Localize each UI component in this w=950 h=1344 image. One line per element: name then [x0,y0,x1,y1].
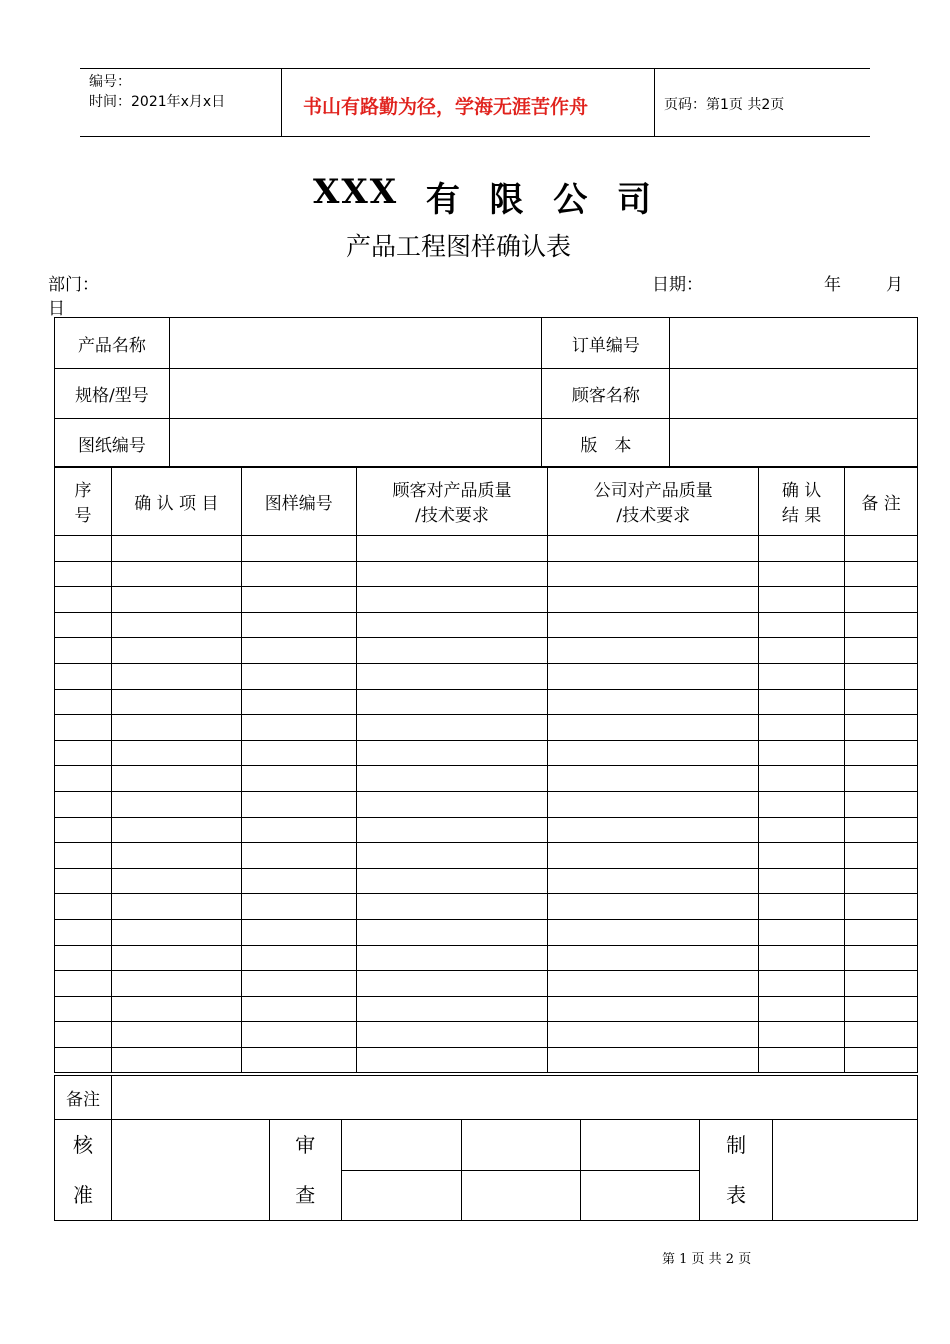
approve-label [55,1120,112,1221]
form-title: 产品工程图样确认表 [346,232,572,261]
table-row [55,1047,918,1073]
table-cell[interactable] [759,715,845,741]
table-cell[interactable] [759,689,845,715]
header-top-rule [80,68,870,69]
table-cell[interactable] [759,919,845,945]
table-cell[interactable] [111,971,241,997]
table-cell[interactable] [111,663,241,689]
table-cell[interactable] [111,587,241,613]
col-header-customer-req-line1: 顾客对产品质量 [392,481,512,501]
table-row [55,663,918,689]
table-cell[interactable] [55,663,112,689]
table-cell[interactable] [759,843,845,869]
col-header-company-req-line2: /技术要求 [616,506,691,526]
approve-signature-field[interactable] [111,1120,269,1221]
maker-signature-field[interactable] [773,1120,918,1221]
table-row [55,561,918,587]
col-header-result-line1: 确 认 [781,481,822,501]
table-cell[interactable] [55,1022,112,1048]
document-time-label: 时间：2021年x月x日 [89,94,226,110]
col-header-result-line2: 结 果 [781,506,822,526]
review-label-line2: 查 [295,1183,316,1207]
table-row [55,919,918,945]
table-cell[interactable] [55,689,112,715]
col-header-remark: 备 注 [845,467,918,536]
table-cell[interactable] [55,945,112,971]
table-cell[interactable] [845,587,918,613]
table-cell[interactable] [241,791,356,817]
table-cell[interactable] [845,663,918,689]
spec-model-label: 规格/型号 [55,369,170,419]
table-cell[interactable] [356,536,548,562]
table-cell[interactable] [548,561,759,587]
table-cell[interactable] [356,587,548,613]
review-label [269,1120,341,1221]
table-row [55,791,918,817]
table-cell[interactable] [241,561,356,587]
table-cell[interactable] [111,638,241,664]
table-cell[interactable] [548,868,759,894]
table-cell[interactable] [759,945,845,971]
table-row [55,971,918,997]
version-field[interactable] [670,419,918,468]
col-header-seq-line1: 序 [74,481,92,501]
table-cell[interactable] [845,766,918,792]
table-cell[interactable] [55,766,112,792]
review-signature-field[interactable] [461,1170,581,1221]
table-cell[interactable] [356,766,548,792]
table-cell[interactable] [548,638,759,664]
table-cell[interactable] [759,894,845,920]
company-name-part: 司 [616,180,653,220]
table-cell[interactable] [759,740,845,766]
approve-label-line1: 核 [72,1133,93,1157]
table-cell[interactable] [55,715,112,741]
table-cell[interactable] [845,817,918,843]
table-cell[interactable] [55,971,112,997]
table-cell[interactable] [111,561,241,587]
table-cell[interactable] [548,945,759,971]
table-cell[interactable] [241,996,356,1022]
table-cell[interactable] [111,536,241,562]
table-cell[interactable] [241,715,356,741]
review-signature-field[interactable] [341,1170,461,1221]
table-cell[interactable] [759,996,845,1022]
table-cell[interactable] [356,894,548,920]
table-cell[interactable] [548,740,759,766]
table-cell[interactable] [548,715,759,741]
customer-name-field[interactable] [670,369,918,419]
table-cell[interactable] [845,996,918,1022]
table-cell[interactable] [111,689,241,715]
table-cell[interactable] [548,996,759,1022]
table-cell[interactable] [55,561,112,587]
table-row [55,740,918,766]
table-cell[interactable] [241,945,356,971]
drawing-number-field[interactable] [169,419,542,468]
table-cell[interactable] [356,945,548,971]
table-cell[interactable] [111,715,241,741]
table-cell[interactable] [759,971,845,997]
table-cell[interactable] [759,561,845,587]
table-cell[interactable] [241,689,356,715]
table-cell[interactable] [55,638,112,664]
department-label: 部门： [48,275,99,295]
table-cell[interactable] [241,740,356,766]
table-row [55,868,918,894]
table-cell[interactable] [55,536,112,562]
company-name [313,172,653,221]
table-cell[interactable] [548,1022,759,1048]
table-cell[interactable] [759,612,845,638]
table-cell[interactable] [241,536,356,562]
table-row [55,612,918,638]
page-footer: 第 1 页 共 2 页 [662,1252,752,1267]
table-cell[interactable] [759,536,845,562]
table-cell[interactable] [356,740,548,766]
table-cell[interactable] [55,817,112,843]
table-cell[interactable] [759,766,845,792]
approve-label-line2: 准 [72,1183,93,1207]
table-cell[interactable] [759,663,845,689]
table-cell[interactable] [356,843,548,869]
table-cell[interactable] [241,843,356,869]
table-cell[interactable] [548,536,759,562]
table-cell[interactable] [241,663,356,689]
col-header-confirm-result [759,467,845,536]
item-rows [55,536,918,1073]
table-cell[interactable] [548,894,759,920]
date-day-label: 日 [48,299,65,319]
table-cell[interactable] [111,766,241,792]
table-cell[interactable] [356,1022,548,1048]
table-cell[interactable] [845,971,918,997]
table-cell[interactable] [55,1047,112,1073]
col-header-sample-number: 图样编号 [241,467,356,536]
table-cell[interactable] [241,817,356,843]
table-cell[interactable] [845,715,918,741]
table-cell[interactable] [759,1047,845,1073]
table-row [55,945,918,971]
table-cell[interactable] [845,740,918,766]
table-cell[interactable] [55,894,112,920]
header-divider-left [281,68,282,136]
table-cell[interactable] [845,843,918,869]
customer-name-label: 顾客名称 [542,369,670,419]
table-cell[interactable] [111,919,241,945]
table-row [55,843,918,869]
maker-label-line2: 表 [726,1183,747,1207]
page-number-label: 页码：第1页 共2页 [664,97,785,113]
spec-model-field[interactable] [169,369,542,419]
table-cell[interactable] [111,894,241,920]
table-cell[interactable] [759,1022,845,1048]
table-cell[interactable] [55,996,112,1022]
table-cell[interactable] [759,868,845,894]
table-cell[interactable] [845,536,918,562]
table-cell[interactable] [55,612,112,638]
table-cell[interactable] [548,971,759,997]
col-header-company-requirements [548,467,759,536]
table-cell[interactable] [356,817,548,843]
review-signature-field[interactable] [341,1120,461,1171]
table-row [55,894,918,920]
table-cell[interactable] [55,791,112,817]
table-cell[interactable] [356,663,548,689]
table-cell[interactable] [356,868,548,894]
table-cell[interactable] [241,894,356,920]
table-cell[interactable] [759,817,845,843]
table-cell[interactable] [55,740,112,766]
col-header-seq [55,467,112,536]
table-cell[interactable] [356,971,548,997]
table-cell[interactable] [111,1047,241,1073]
table-cell[interactable] [845,1047,918,1073]
table-cell[interactable] [111,1022,241,1048]
table-cell[interactable] [241,1047,356,1073]
table-cell[interactable] [111,868,241,894]
table-cell[interactable] [356,638,548,664]
table-cell[interactable] [241,612,356,638]
table-row [55,638,918,664]
table-cell[interactable] [356,1047,548,1073]
table-cell[interactable] [845,638,918,664]
col-header-customer-requirements [356,467,548,536]
table-cell[interactable] [241,971,356,997]
table-row [55,766,918,792]
document-number-label: 编号： [89,74,131,90]
table-row [55,715,918,741]
order-number-label: 订单编号 [542,318,670,369]
table-cell[interactable] [111,791,241,817]
table-cell[interactable] [241,766,356,792]
table-cell[interactable] [356,791,548,817]
table-cell[interactable] [759,587,845,613]
table-cell[interactable] [845,945,918,971]
table-cell[interactable] [759,638,845,664]
table-cell[interactable] [845,1022,918,1048]
table-row [55,817,918,843]
col-header-customer-req-line2: /技术要求 [415,506,489,526]
table-cell[interactable] [548,587,759,613]
company-name-part: 有 [425,180,462,220]
date-label: 日期： [652,275,703,295]
table-cell[interactable] [111,996,241,1022]
table-cell[interactable] [548,817,759,843]
table-cell[interactable] [111,843,241,869]
table-cell[interactable] [356,919,548,945]
table-cell[interactable] [356,715,548,741]
version-label: 版 本 [542,419,670,468]
table-row [55,536,918,562]
table-cell[interactable] [241,587,356,613]
review-signature-field[interactable] [461,1120,581,1171]
table-cell[interactable] [548,1047,759,1073]
table-cell[interactable] [111,945,241,971]
company-name-part: XXX [313,172,399,212]
col-header-seq-line2: 号 [74,506,92,526]
table-cell[interactable] [845,919,918,945]
table-cell[interactable] [356,996,548,1022]
table-cell[interactable] [55,587,112,613]
review-signature-field[interactable] [581,1120,700,1171]
product-name-label: 产品名称 [55,318,170,369]
table-cell[interactable] [241,1022,356,1048]
table-cell[interactable] [759,791,845,817]
table-cell[interactable] [845,689,918,715]
order-number-field[interactable] [670,318,918,369]
table-cell[interactable] [356,612,548,638]
confirmation-items-table [54,466,918,1073]
date-month-label: 月 [886,275,903,295]
table-cell[interactable] [845,868,918,894]
table-cell[interactable] [356,689,548,715]
table-row [55,1022,918,1048]
drawing-number-label: 图纸编号 [55,419,170,468]
table-row [55,689,918,715]
date-year-label: 年 [824,275,841,295]
table-row [55,996,918,1022]
table-cell[interactable] [548,791,759,817]
table-cell[interactable] [548,919,759,945]
table-cell[interactable] [241,919,356,945]
table-cell[interactable] [111,740,241,766]
table-cell[interactable] [548,689,759,715]
maker-label-line1: 制 [726,1133,747,1157]
table-cell[interactable] [548,843,759,869]
table-cell[interactable] [845,791,918,817]
remarks-label: 备注 [55,1076,112,1120]
table-cell[interactable] [55,868,112,894]
table-cell[interactable] [241,868,356,894]
maker-label [700,1120,773,1221]
table-cell[interactable] [845,612,918,638]
table-cell[interactable] [548,663,759,689]
table-cell[interactable] [111,817,241,843]
remarks-field[interactable] [111,1076,917,1120]
motto-text: 书山有路勤为径，学海无涯苦作舟 [303,96,589,118]
table-cell[interactable] [55,919,112,945]
header-bottom-rule [80,136,870,137]
table-cell[interactable] [111,612,241,638]
company-name-part: 公 [553,180,590,220]
col-header-confirm-item: 确 认 项 目 [111,467,241,536]
table-cell[interactable] [55,843,112,869]
product-name-field[interactable] [169,318,542,369]
approval-table [54,1075,918,1221]
product-info-table [54,317,918,468]
col-header-company-req-line1: 公司对产品质量 [593,481,713,501]
table-cell[interactable] [845,561,918,587]
table-row [55,587,918,613]
header-divider-right [654,68,655,136]
table-cell[interactable] [845,894,918,920]
company-name-part: 限 [489,180,526,220]
review-signature-field[interactable] [581,1170,700,1221]
review-label-line1: 审 [295,1133,316,1157]
table-cell[interactable] [548,612,759,638]
table-cell[interactable] [241,638,356,664]
table-cell[interactable] [356,561,548,587]
table-cell[interactable] [548,766,759,792]
